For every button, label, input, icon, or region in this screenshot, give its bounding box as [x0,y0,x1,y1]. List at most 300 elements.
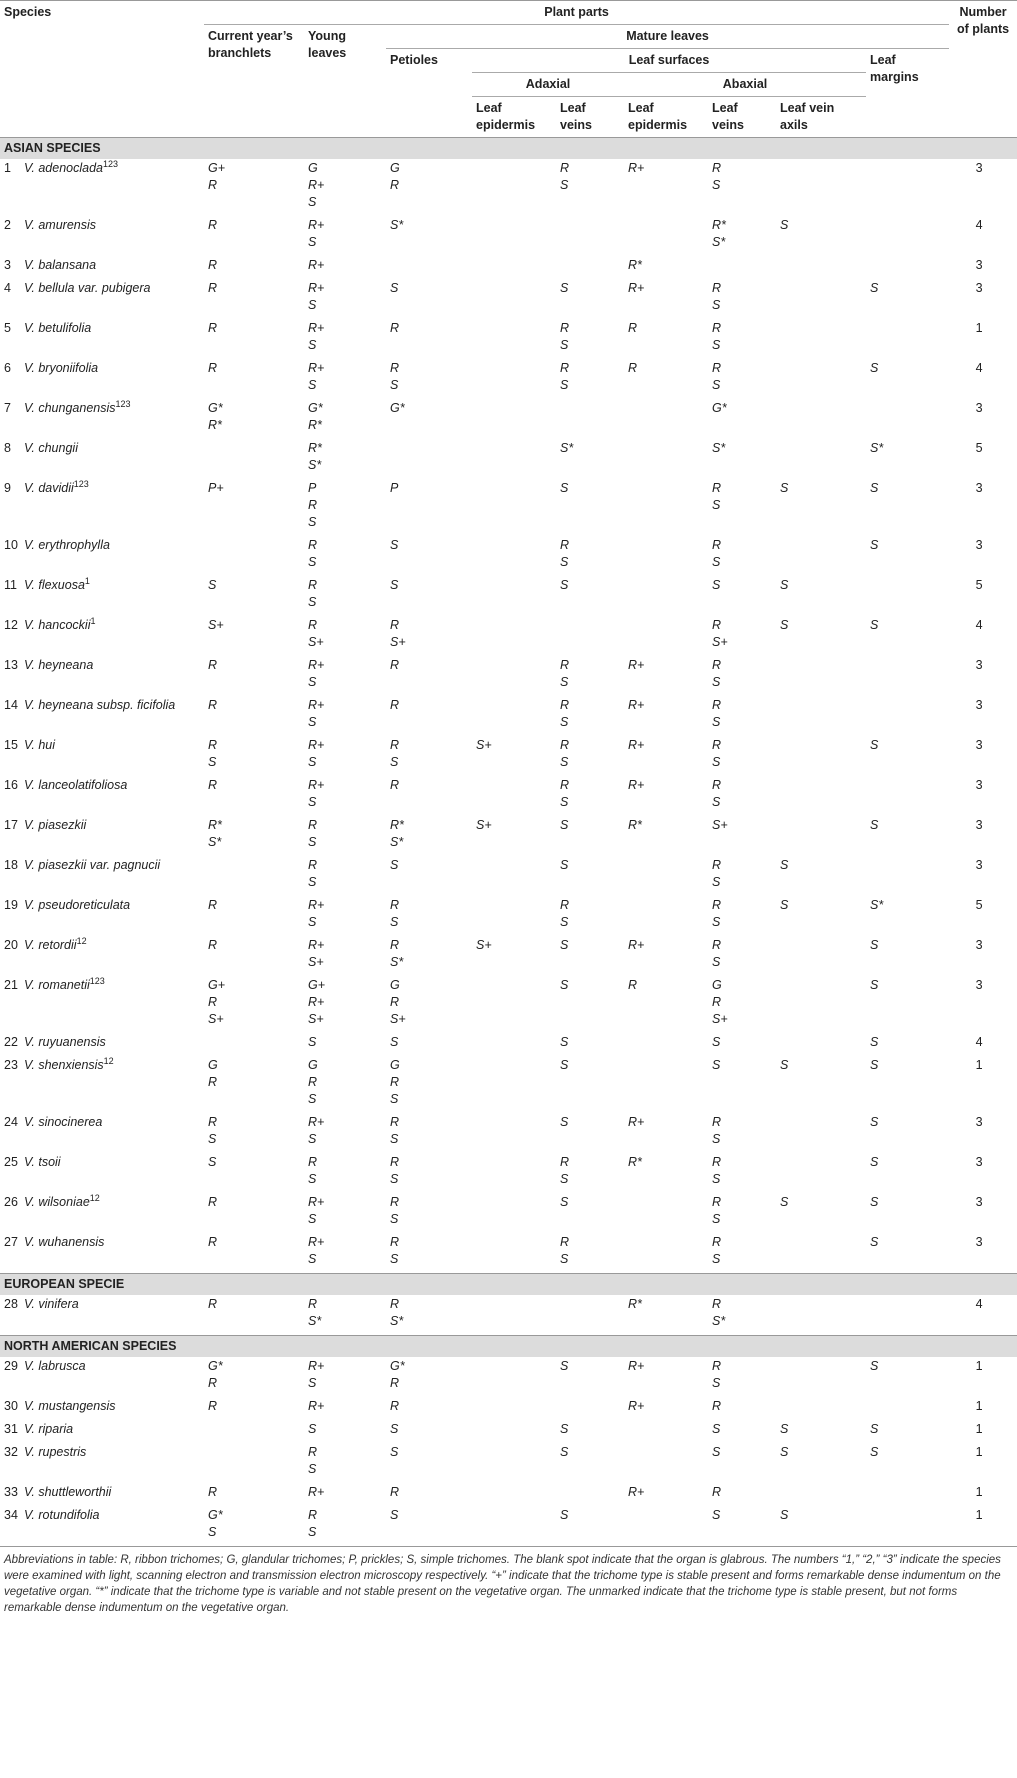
row-number: 32 [4,1445,18,1459]
table-row [0,816,1017,852]
cell-branchlets [204,936,304,972]
trichome-code: S [308,915,317,929]
trichome-code: S [712,1212,721,1226]
microscopy-superscript: 12 [76,935,87,946]
cell-abaxial-veins [708,1233,776,1269]
number-of-plants-cell: 4 [975,618,983,632]
trichome-code: S [390,578,399,592]
trichome-code: S [712,755,721,769]
trichome-code: S [390,1212,399,1226]
cell-young-leaves [304,1113,386,1149]
number-of-plants-cell: 3 [975,938,983,952]
cell-adaxial-epidermis [472,479,556,532]
trichome-code: S+ [390,1012,406,1026]
trichome-code: R [712,361,722,375]
trichome-code: S [780,481,789,495]
species-cell [20,1233,204,1269]
cell-petioles [386,159,472,212]
trichome-code: S [560,1035,569,1049]
trichome-code: S [712,675,721,689]
cell-petioles [386,1113,472,1149]
cell-abaxial-epidermis [624,359,708,395]
cell-petioles [386,279,472,315]
trichome-code: S [780,1445,789,1459]
trichome-code: S+ [308,635,324,649]
cell-young-leaves [304,936,386,972]
cell-abaxial-vein-axils [776,1483,866,1502]
cell-adaxial-veins [556,1113,624,1149]
number-of-plants-cell: 5 [975,441,983,455]
trichome-code: R+ [308,1235,325,1249]
trichome-code: R [712,1115,722,1129]
cell-abaxial-veins [708,1153,776,1189]
cell-abaxial-vein-axils [776,576,866,612]
cell-petioles [386,359,472,395]
trichome-code: R [560,778,570,792]
trichome-code: S [560,1252,569,1266]
species-cell [20,1033,204,1052]
trichome-code: S [712,955,721,969]
row-number: 25 [4,1155,18,1169]
cell-petioles [386,736,472,772]
table-row [0,1295,1017,1331]
cell-branchlets [204,616,304,652]
cell-young-leaves [304,439,386,475]
species-cell [20,1056,204,1109]
cell-abaxial-epidermis [624,1056,708,1109]
trichome-code: S [308,555,317,569]
cell-leaf-margins [866,1443,949,1479]
trichome-code: R+ [628,161,645,175]
trichome-code: S [208,1155,217,1169]
cell-leaf-margins [866,656,949,692]
cell-adaxial-veins [556,479,624,532]
cell-young-leaves [304,1295,386,1331]
trichome-code: S [560,178,569,192]
table-row [0,1357,1017,1393]
cell-leaf-margins [866,1483,949,1502]
trichome-code: R [208,258,218,272]
species-cell [20,216,204,252]
trichome-code: S [712,1058,721,1072]
cell-abaxial-epidermis [624,279,708,315]
trichome-code: S [560,1422,569,1436]
row-number: 3 [4,258,11,272]
section-title: ASIAN SPECIES [0,138,1017,160]
trichome-code: S+ [712,635,728,649]
trichome-code: P [308,481,317,495]
cell-petioles [386,776,472,812]
species-name: V. tsoii [24,1155,61,1169]
cell-abaxial-epidermis [624,1420,708,1439]
cell-petioles [386,1153,472,1189]
trichome-code: R [628,321,638,335]
trichome-code: S [560,1172,569,1186]
cell-petioles [386,536,472,572]
cell-petioles [386,1193,472,1229]
trichome-code: S [780,618,789,632]
trichome-code: S [208,578,217,592]
table-row [0,536,1017,572]
cell-adaxial-epidermis [472,1193,556,1229]
cell-adaxial-epidermis [472,216,556,252]
trichome-code: R [308,1297,318,1311]
trichome-code: R [390,738,400,752]
trichome-code: R [560,538,570,552]
trichome-code: S [560,978,569,992]
cell-leaf-margins [866,439,949,475]
cell-abaxial-veins [708,359,776,395]
cell-abaxial-veins [708,656,776,692]
row-number: 26 [4,1195,18,1209]
cell-adaxial-veins [556,439,624,475]
trichome-code: S [712,378,721,392]
cell-leaf-margins [866,536,949,572]
cell-petioles [386,616,472,652]
trichome-code: S [308,298,317,312]
cell-leaf-margins [866,159,949,212]
trichome-code: S [390,281,399,295]
cell-abaxial-veins [708,1443,776,1479]
cell-adaxial-epidermis [472,1295,556,1331]
cell-leaf-margins [866,736,949,772]
number-of-plants-cell: 4 [975,1035,983,1049]
cell-branchlets [204,1397,304,1416]
cell-abaxial-epidermis [624,696,708,732]
header-abaxial-veins: Leaf veins [712,101,744,132]
section-header [0,1274,1017,1296]
number-of-plants-cell: 3 [975,818,983,832]
table-row [0,1443,1017,1479]
cell-branchlets [204,159,304,212]
cell-adaxial-epidermis [472,159,556,212]
trichome-code: S [390,1035,399,1049]
cell-adaxial-veins [556,856,624,892]
trichome-code: S [870,1195,879,1209]
species-cell [20,359,204,395]
cell-young-leaves [304,776,386,812]
trichome-code: R [208,1075,218,1089]
cell-abaxial-veins [708,279,776,315]
cell-adaxial-epidermis [472,1233,556,1269]
cell-adaxial-veins [556,399,624,435]
cell-branchlets [204,399,304,435]
trichome-code: S [560,675,569,689]
trichome-code: R* [628,818,642,832]
trichome-code: R [712,1399,722,1413]
trichome-code: R+ [628,778,645,792]
trichome-code: S* [208,835,222,849]
species-name: V. davidii [24,481,74,495]
row-number: 6 [4,361,11,375]
cell-abaxial-veins [708,1193,776,1229]
section-title: EUROPEAN SPECIE [0,1274,1017,1296]
trichome-code: G* [390,401,405,415]
number-of-plants-cell: 3 [975,161,983,175]
row-number: 4 [4,281,11,295]
species-cell [20,279,204,315]
species-name: V. rotundifolia [24,1508,100,1522]
cell-adaxial-veins [556,1397,624,1416]
trichome-code: S [560,1195,569,1209]
trichome-code: S [870,481,879,495]
species-name: V. piasezkii var. pagnucii [24,858,161,872]
trichome-code: S [308,875,317,889]
trichome-code: G+ [208,978,226,992]
microscopy-superscript: 1 [84,575,90,586]
cell-adaxial-epidermis [472,656,556,692]
trichome-code: S* [390,955,404,969]
cell-petioles [386,399,472,435]
trichome-code: R [712,898,722,912]
trichome-code: R+ [308,1115,325,1129]
cell-leaf-margins [866,319,949,355]
cell-abaxial-vein-axils [776,856,866,892]
cell-leaf-margins [866,1113,949,1149]
trichome-code: S [780,1508,789,1522]
cell-young-leaves [304,1056,386,1109]
cell-leaf-margins [866,1506,949,1542]
trichome-code: R [712,1235,722,1249]
header-adaxial: Adaxial [472,73,624,97]
species-name: V. betulifolia [24,321,92,335]
trichome-code: R [712,1359,722,1373]
trichome-code: R [712,161,722,175]
cell-abaxial-vein-axils [776,359,866,395]
trichome-code: R+ [308,698,325,712]
species-name: V. riparia [24,1422,74,1436]
table-row [0,359,1017,395]
cell-abaxial-epidermis [624,1033,708,1052]
table-row [0,776,1017,812]
trichome-code: S [308,1525,317,1539]
species-name: V. erythrophylla [24,538,110,552]
trichome-code: R+ [308,738,325,752]
row-number: 14 [4,698,18,712]
cell-branchlets [204,696,304,732]
table-row [0,1233,1017,1269]
row-number: 12 [4,618,18,632]
cell-abaxial-veins [708,616,776,652]
cell-abaxial-veins [708,976,776,1029]
trichome-code: R [390,1376,400,1390]
cell-young-leaves [304,1397,386,1416]
trichome-code: R+ [308,321,325,335]
cell-branchlets [204,1056,304,1109]
cell-abaxial-epidermis [624,1483,708,1502]
cell-abaxial-veins [708,936,776,972]
cell-branchlets [204,896,304,932]
trichome-code: S+ [476,738,492,752]
species-name: V. amurensis [24,218,97,232]
number-of-plants-cell: 3 [975,778,983,792]
trichome-code: S [560,555,569,569]
trichome-code: R* [208,818,222,832]
cell-abaxial-vein-axils [776,936,866,972]
cell-abaxial-vein-axils [776,896,866,932]
trichome-code: P [390,481,399,495]
trichome-code: R [390,1235,400,1249]
cell-young-leaves [304,736,386,772]
trichome-code: R [208,218,218,232]
cell-petioles [386,1295,472,1331]
cell-abaxial-epidermis [624,1233,708,1269]
trichome-code: S* [390,218,404,232]
cell-adaxial-veins [556,279,624,315]
cell-abaxial-vein-axils [776,1506,866,1542]
cell-adaxial-veins [556,1295,624,1331]
cell-adaxial-epidermis [472,1033,556,1052]
trichome-code: G+ [208,161,226,175]
trichome-code: S* [390,1314,404,1328]
cell-abaxial-epidermis [624,816,708,852]
species-name: V. labrusca [24,1359,86,1373]
trichome-code: R* [208,418,222,432]
species-name: V. rupestris [24,1445,87,1459]
cell-abaxial-vein-axils [776,256,866,275]
trichome-code: R [560,738,570,752]
trichome-code: S+ [390,635,406,649]
trichome-code: R+ [308,281,325,295]
row-number: 23 [4,1058,18,1072]
table-row [0,1113,1017,1149]
trichome-code: R [390,1195,400,1209]
cell-abaxial-vein-axils [776,1443,866,1479]
row-number: 33 [4,1485,18,1499]
trichome-code: R [390,658,400,672]
table-row [0,279,1017,315]
cell-adaxial-veins [556,1357,624,1393]
cell-young-leaves [304,976,386,1029]
cell-petioles [386,256,472,275]
trichome-code: G* [390,1359,405,1373]
cell-abaxial-epidermis [624,1295,708,1331]
trichome-code: R+ [628,938,645,952]
microscopy-superscript: 12 [103,1055,114,1066]
header-plant-parts: Plant parts [204,1,949,25]
trichome-code: R [712,1297,722,1311]
cell-abaxial-epidermis [624,159,708,212]
species-cell [20,576,204,612]
trichome-code: S [390,1132,399,1146]
row-number: 1 [4,161,11,175]
species-name: V. chungii [24,441,78,455]
cell-branchlets [204,1420,304,1439]
cell-abaxial-vein-axils [776,159,866,212]
number-of-plants-cell: 3 [975,658,983,672]
trichome-code: R [208,361,218,375]
cell-young-leaves [304,319,386,355]
trichome-code: S [308,195,317,209]
species-name: V. flexuosa [24,578,85,592]
cell-leaf-margins [866,1153,949,1189]
cell-abaxial-vein-axils [776,976,866,1029]
cell-leaf-margins [866,856,949,892]
number-of-plants-cell: 1 [975,1445,983,1459]
cell-abaxial-epidermis [624,656,708,692]
cell-adaxial-epidermis [472,256,556,275]
trichome-code: S [712,1252,721,1266]
number-of-plants-cell: 3 [975,1155,983,1169]
cell-abaxial-veins [708,256,776,275]
table-row [0,256,1017,275]
header-leaf-surfaces: Leaf surfaces [472,49,866,73]
species-cell [20,1420,204,1439]
trichome-code: S [560,578,569,592]
table-row [0,856,1017,892]
cell-abaxial-vein-axils [776,279,866,315]
number-of-plants-cell: 1 [975,1359,983,1373]
row-number: 13 [4,658,18,672]
table-row [0,976,1017,1029]
cell-adaxial-veins [556,1153,624,1189]
trichome-code: R+ [308,361,325,375]
table-row [0,159,1017,212]
trichome-code: S [870,1035,879,1049]
cell-abaxial-veins [708,1397,776,1416]
cell-young-leaves [304,656,386,692]
trichome-code: S+ [476,938,492,952]
cell-adaxial-epidermis [472,359,556,395]
cell-abaxial-veins [708,896,776,932]
trichome-code: G [308,1058,318,1072]
trichome-code: R [208,321,218,335]
cell-abaxial-epidermis [624,936,708,972]
trichome-code: R [712,778,722,792]
trichome-code: R [308,1075,318,1089]
cell-branchlets [204,736,304,772]
trichome-code: S [390,858,399,872]
table-row [0,479,1017,532]
trichome-code: R+ [628,698,645,712]
cell-branchlets [204,1443,304,1479]
cell-leaf-margins [866,816,949,852]
species-cell [20,1193,204,1229]
cell-abaxial-epidermis [624,1506,708,1542]
species-cell [20,736,204,772]
cell-petioles [386,576,472,612]
cell-young-leaves [304,256,386,275]
trichome-code: R+ [308,938,325,952]
trichome-code: R [208,1195,218,1209]
header-petioles: Petioles [390,53,438,67]
row-number: 27 [4,1235,18,1249]
trichome-code: S [560,1115,569,1129]
cell-petioles [386,896,472,932]
species-cell [20,936,204,972]
trichome-code: S [870,1422,879,1436]
trichome-code: R [712,321,722,335]
trichome-code: S [308,515,317,529]
trichome-code: S [308,338,317,352]
trichome-code: S+ [308,1012,324,1026]
trichome-code: S [560,755,569,769]
cell-petioles [386,439,472,475]
microscopy-superscript: 123 [115,398,131,409]
number-of-plants-cell: 4 [975,1297,983,1311]
trichome-code: S [870,538,879,552]
trichome-code: R [208,698,218,712]
cell-adaxial-veins [556,976,624,1029]
trichome-code: S [560,281,569,295]
cell-abaxial-vein-axils [776,1357,866,1393]
cell-adaxial-veins [556,159,624,212]
trichome-code: G* [712,401,727,415]
number-of-plants-cell: 4 [975,361,983,375]
row-number: 16 [4,778,18,792]
table-row [0,1506,1017,1542]
trichome-code: S [712,795,721,809]
